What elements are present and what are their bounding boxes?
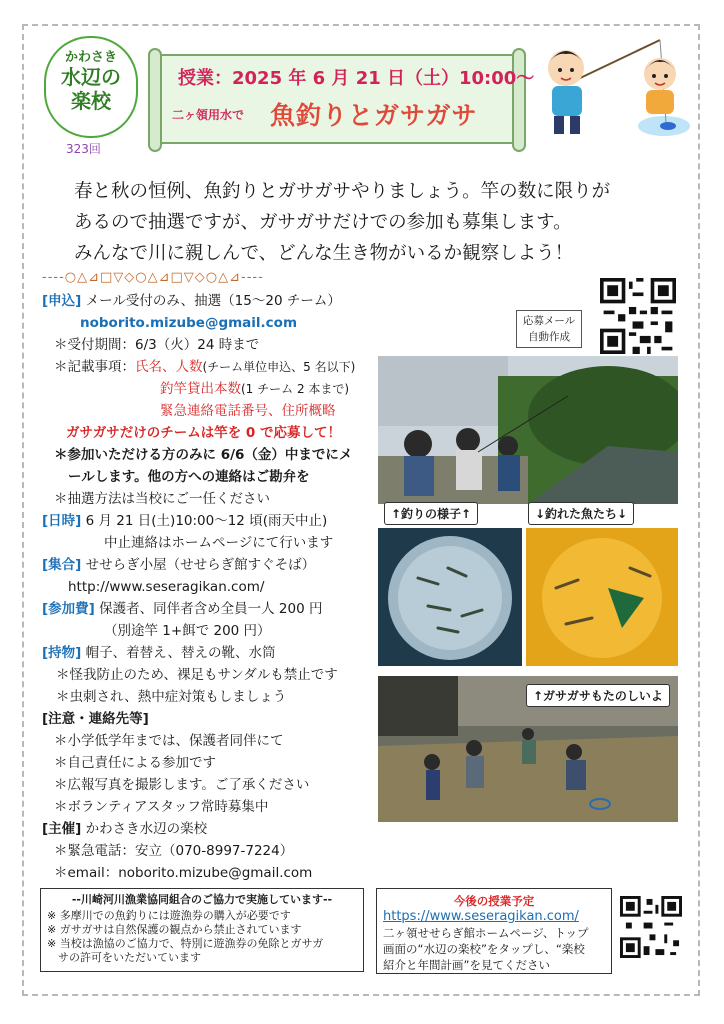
cooperation-line: ※ 多摩川での魚釣りには遊漁券の購入が必要です	[47, 909, 291, 922]
datetime-note: 中止連絡はホームページにて行います	[104, 535, 334, 551]
notes-item: ＊広報写真を撮影します。ご了承ください	[54, 777, 310, 793]
decorative-divider: ----○△⊿□▽◇○△⊿□▽◇○△⊿----	[42, 270, 264, 285]
cooperation-line: サの許可をいただいています	[47, 951, 201, 964]
notes-label: [注意・連絡先等]	[42, 711, 149, 727]
schedule-heading: 今後の授業予定	[453, 894, 535, 908]
notes-item: ＊自己責任による参加です	[54, 755, 216, 771]
notes-item: ＊ボランティアスタッフ常時募集中	[54, 799, 269, 815]
schedule-line3: 紹介と年間計画”を見てください	[383, 958, 550, 972]
meeting-text: せせらぎ小屋（せせらぎ館すぐそば）	[85, 557, 316, 573]
school-badge	[44, 36, 138, 138]
rod-count: 釣竿貸出本数	[160, 381, 241, 397]
qr-label-line2: 自動作成	[528, 331, 570, 343]
belongings-note2: ＊虫刺され、熱中症対策もしましょう	[56, 689, 287, 705]
meeting-label: [集合]	[42, 557, 82, 573]
items-count-note: (チーム単位申込、5 名以下)	[202, 360, 356, 374]
apply-label: [申込]	[42, 293, 82, 309]
belongings-label: [持物]	[42, 645, 82, 661]
cooperation-box	[40, 888, 364, 972]
fish-bucket-photo-2	[526, 528, 678, 666]
items-count: 人数	[175, 359, 203, 375]
class-title: 魚釣りとガサガサ	[270, 101, 478, 130]
fee-label: [参加費]	[42, 601, 95, 617]
datetime-text: 6 月 21 日(土)10:00～12 頃(雨天中止)	[85, 513, 328, 529]
intro-line: みんなで川に親しんで、どんな生き物がいるか観察しよう！	[74, 243, 574, 264]
fish-bucket-photo-1	[378, 528, 522, 666]
fee-text: 保護者、同伴者含め全員一人 200 円	[99, 601, 323, 617]
fishing-photo	[378, 356, 678, 504]
datetime-label: [日時]	[42, 513, 82, 529]
emergency-info: 緊急連絡電話番号、住所概略	[160, 403, 336, 419]
kids-fishing-illustration	[540, 34, 696, 146]
issue-number: 323回	[66, 142, 101, 156]
schedule-qr-code[interactable]	[620, 896, 682, 958]
lottery-note: ＊抽選方法は当校にご一任ください	[54, 491, 270, 507]
caption-fishing: ↑釣りの様子↑	[384, 502, 478, 525]
items-name: 氏名、	[135, 359, 176, 375]
schedule-box	[376, 888, 612, 974]
badge-line2: 水辺の	[61, 65, 121, 89]
cooperation-heading: --川崎河川漁業協同組合のご協力で実施しています--	[71, 893, 333, 906]
class-date: 授業：2025 年 6 月 21 日（土）10:00～	[178, 68, 535, 89]
qr-label	[516, 310, 582, 348]
header-scroll	[148, 48, 535, 152]
notes-item: ＊小学低学年までは、保護者同伴にて	[54, 733, 284, 749]
qr-label-line1: 応募メール	[522, 315, 576, 327]
intro-line: 春と秋の恒例、魚釣りとガサガサやりましょう。竿の数に限りが	[74, 181, 611, 202]
belongings-text: 帽子、着替え、替えの靴、水筒	[85, 645, 276, 661]
host-label: [主催]	[42, 821, 82, 837]
notify-line2: ールします。他の方への連絡はご勘弁を	[68, 469, 310, 485]
class-place: 二ヶ領用水で	[172, 108, 245, 122]
caption-caught-fish: ↓釣れた魚たち↓	[528, 502, 634, 525]
badge-line3: 楽校	[71, 89, 111, 113]
rod-note: (1 チーム 2 本まで)	[241, 382, 350, 396]
host-email: ＊email：noborito.mizube@gmail.com	[54, 865, 313, 881]
gasa-only-note: ガサガサだけのチームは竿を 0 で応募して！	[66, 425, 342, 441]
caption-gasagasa: ↑ガサガサもたのしいよ	[526, 684, 670, 707]
cooperation-line: ※ ガサガサは自然保護の観点から禁止されています	[47, 923, 302, 936]
schedule-url-link[interactable]: https://www.seseragikan.com/	[383, 909, 579, 924]
belongings-note1: ＊怪我防止のため、裸足もサンダルも禁止です	[56, 667, 338, 683]
apply-text: メール受付のみ、抽選（15～20 チーム）	[85, 293, 341, 309]
items-label: ＊記載事項：	[54, 359, 135, 375]
host-phone: ＊緊急電話：安立（070-8997-7224）	[54, 843, 294, 859]
badge-line1: かわさき	[64, 50, 117, 65]
intro-text	[74, 176, 694, 269]
host-text: かわさき水辺の楽校	[85, 821, 208, 837]
apply-period: ＊受付期間：6/3（火）24 時まで	[54, 337, 260, 353]
apply-email-link[interactable]: noborito.mizube@gmail.com	[80, 315, 298, 331]
meeting-url-link[interactable]: http://www.seseragikan.com/	[68, 579, 265, 595]
application-qr-code[interactable]	[600, 278, 676, 354]
intro-line: あるので抽選ですが、ガサガサだけでの参加も募集します。	[74, 212, 572, 233]
details-section	[42, 290, 382, 884]
schedule-line2: 画面の“水辺の楽校”をタップし、“楽校	[383, 942, 585, 956]
notify-line1: ＊参加いただける方のみに 6/6（金）中までにメ	[54, 447, 353, 463]
fee-note: （別途竿 1+餌で 200 円）	[104, 623, 271, 639]
cooperation-line: ※ 当校は漁協のご協力で、特別に遊漁券の免除とガサガ	[47, 937, 324, 950]
schedule-line1: 二ヶ領せせらぎ館ホームページ、トップ	[383, 926, 589, 940]
